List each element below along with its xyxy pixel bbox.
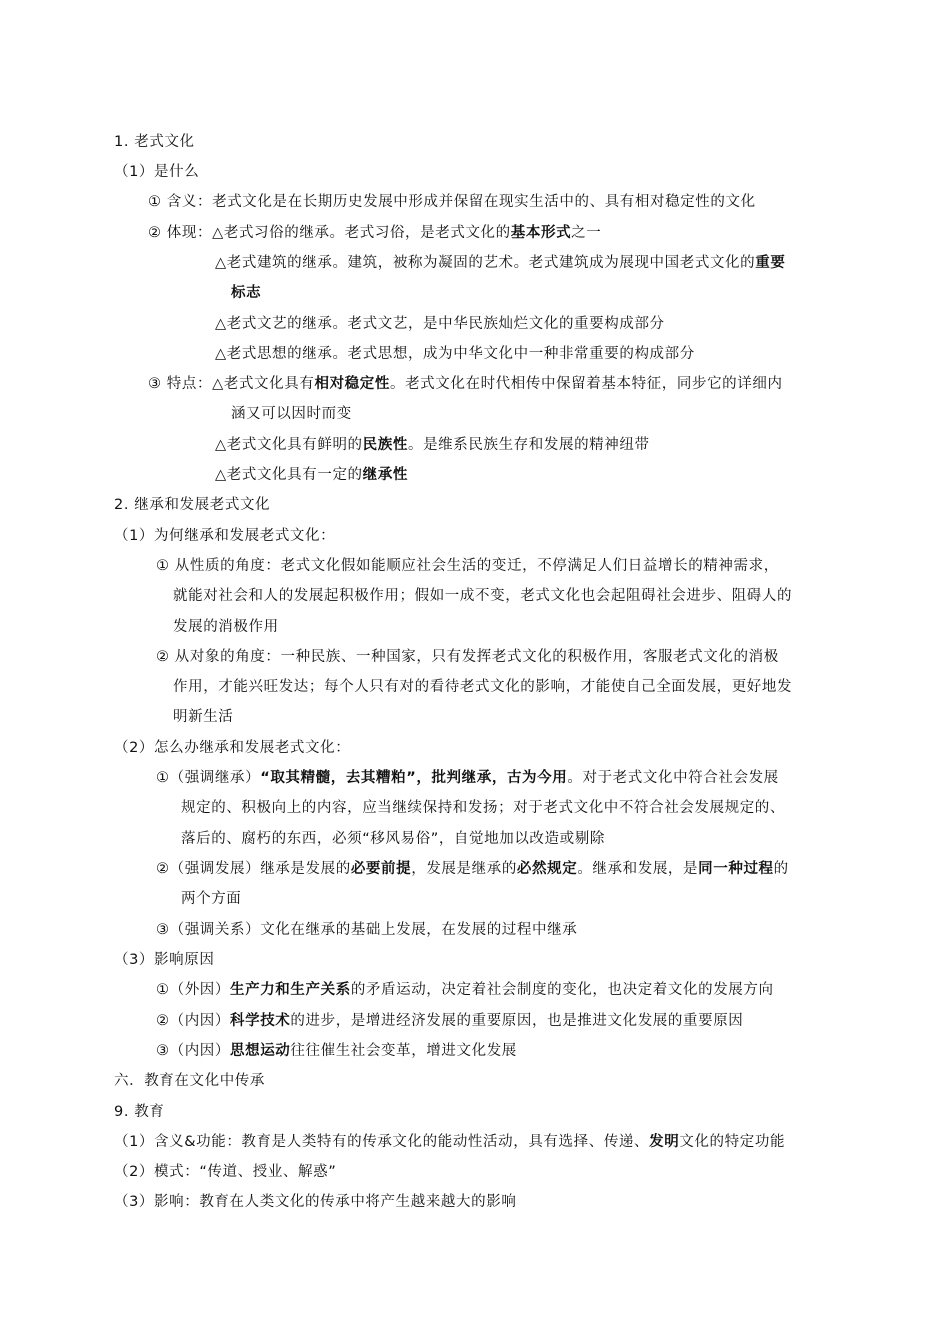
text-line: ③（内因）思想运动往往催生社会变革，增进文化发展 bbox=[156, 1043, 517, 1059]
section-heading: 六．教育在文化中传承 bbox=[114, 1073, 265, 1089]
text-line: ①（外因）生产力和生产关系的矛盾运动，决定着社会制度的变化，也决定着文化的发展方向 bbox=[156, 982, 774, 998]
bold-term: 基本形式 bbox=[510, 225, 572, 241]
text-line: ③ 特点：△老式文化具有相对稳定性。老式文化在时代相传中保留着基本特征，同步它的详细内 bbox=[148, 376, 783, 392]
bold-term: “取其精髓，去其糟粕”，批判继承，古为今用 bbox=[260, 770, 568, 786]
text-line: ②（强调发展）继承是发展的必要前提，发展是继承的必然规定。继承和发展，是同一种过程的 bbox=[156, 861, 789, 877]
text-line: ③（强调关系）文化在继承的基础上发展，在发展的过程中继承 bbox=[156, 922, 578, 938]
bold-term: 民族性 bbox=[362, 437, 408, 453]
heading-1: 1. 老式文化 bbox=[114, 134, 195, 150]
text-line: △老式文化具有鲜明的民族性。是维系民族生存和发展的精神纽带 bbox=[215, 437, 650, 453]
text-line: △老式文化具有一定的继承性 bbox=[215, 467, 408, 483]
bold-term: 相对稳定性 bbox=[314, 376, 390, 392]
bold-term: 同一种过程 bbox=[698, 861, 774, 877]
text-line: ① 从性质的角度：老式文化假如能顺应社会生活的变迁，不停满足人们日益增长的精神需求， bbox=[156, 558, 779, 574]
text-line bbox=[231, 283, 261, 303]
text-line: 明新生活 bbox=[173, 709, 234, 725]
text-line: （2）模式：“传道、授业、解惑” bbox=[114, 1164, 337, 1180]
bold-term: 生产力和生产关系 bbox=[230, 982, 351, 998]
text-line: ①（强调继承）“取其精髓，去其糟粕”，批判继承，古为今用。对于老式文化中符合社会发展 bbox=[156, 770, 779, 786]
text-line: ② 体现：△老式习俗的继承。老式习俗，是老式文化的基本形式之一 bbox=[148, 225, 602, 241]
text-line: ② 从对象的角度：一种民族、一种国家，只有发挥老式文化的积极作用，客服老式文化的消极 bbox=[156, 649, 779, 665]
text-line: 作用，才能兴旺发达；每个人只有对的看待老式文化的影响，才能使自己全面发展，更好地发 bbox=[173, 679, 793, 695]
bold-term: 标志 bbox=[231, 285, 262, 301]
heading-2: 2. 继承和发展老式文化 bbox=[114, 497, 271, 513]
heading-9: 9. 教育 bbox=[114, 1104, 165, 1120]
text-line: ① 含义：老式文化是在长期历史发展中形成并保留在现实生活中的、具有相对稳定性的文化 bbox=[148, 194, 756, 210]
text-line: △老式建筑的继承。建筑，被称为凝固的艺术。老式建筑成为展现中国老式文化的重要 bbox=[215, 255, 786, 271]
bold-term: 必然规定 bbox=[516, 861, 578, 877]
text-line: ②（内因）科学技术的进步，是增进经济发展的重要原因，也是推进文化发展的重要原因 bbox=[156, 1013, 744, 1029]
text-line: △老式思想的继承。老式思想，成为中华文化中一种非常重要的构成部分 bbox=[215, 346, 695, 362]
bold-term: 重要 bbox=[755, 255, 786, 271]
subheading: （1）为何继承和发展老式文化： bbox=[114, 528, 336, 544]
text-line: 发展的消极作用 bbox=[173, 619, 279, 635]
bold-term: 必要前提 bbox=[350, 861, 412, 877]
bold-term: 思想运动 bbox=[230, 1043, 291, 1059]
text-line: （3）影响：教育在人类文化的传承中将产生越来越大的影响 bbox=[114, 1194, 517, 1210]
text-line: 落后的、腐朽的东西，必须“移风易俗”，自觉地加以改造或剔除 bbox=[181, 831, 605, 847]
bold-term: 科学技术 bbox=[230, 1013, 291, 1029]
subheading: （3）影响原因 bbox=[114, 952, 215, 968]
text-line: 就能对社会和人的发展起积极作用；假如一成不变，老式文化也会起阻碍社会进步、阻碍人的 bbox=[173, 588, 793, 604]
bold-term: 继承性 bbox=[362, 467, 408, 483]
text-line: △老式文艺的继承。老式文艺，是中华民族灿烂文化的重要构成部分 bbox=[215, 316, 665, 332]
text-line: 涵又可以因时而变 bbox=[231, 406, 352, 422]
bold-term: 发明 bbox=[649, 1134, 680, 1150]
subheading: （2）怎么办继承和发展老式文化： bbox=[114, 740, 351, 756]
text-line: （1）含义&功能：教育是人类特有的传承文化的能动性活动，具有选择、传递、发明文化的特定功能 bbox=[114, 1134, 786, 1150]
subheading: （1）是什么 bbox=[114, 164, 200, 180]
text-line: 规定的、积极向上的内容，应当继续保持和发扬；对于老式文化中不符合社会发展规定的、 bbox=[181, 800, 785, 816]
text-line: 两个方面 bbox=[181, 891, 242, 907]
